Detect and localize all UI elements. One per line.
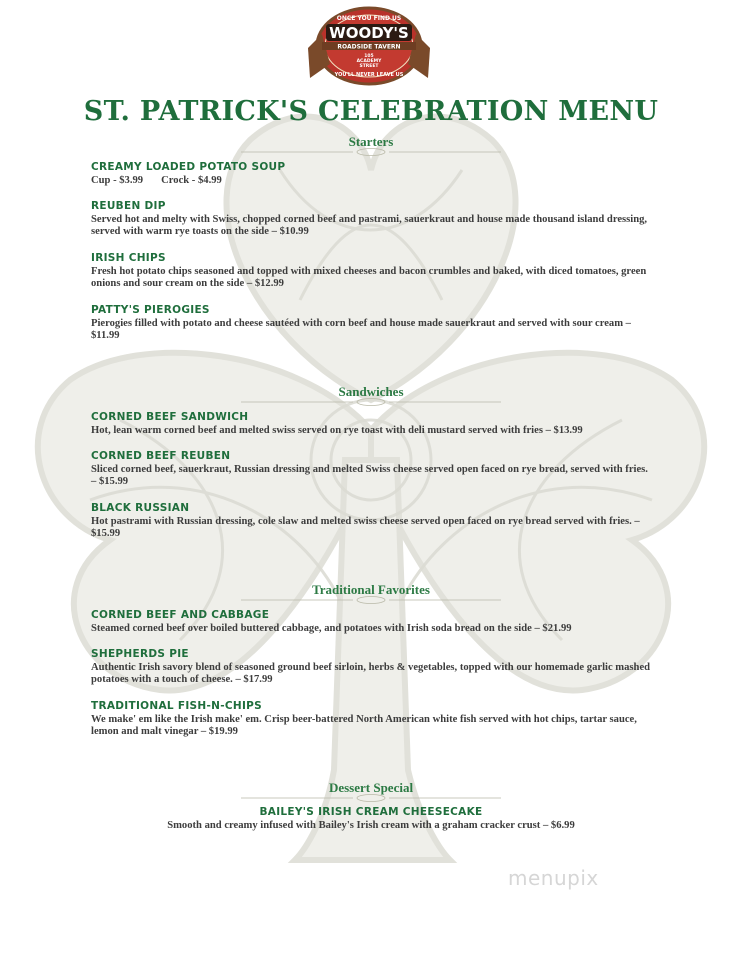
section-heading-dessert: Dessert Special xyxy=(328,780,414,795)
item-name: IRISH CHIPS xyxy=(91,252,166,264)
item-description: Fresh hot potato chips seasoned and topped with mixed cheeses and bacon crumbles and baked, with diced tomatoes, green onions and sour cream on the side – $12.99 xyxy=(91,266,647,289)
item-prices xyxy=(91,175,651,187)
item-name: REUBEN DIP xyxy=(91,200,166,212)
menu-item xyxy=(91,411,651,437)
item-name: PATTY'S PIEROGIES xyxy=(91,304,210,316)
menu-item xyxy=(91,502,651,540)
item-description: Sliced corned beef, sauerkraut, Russian dressing and melted Swiss cheese served open faced on rye bread, served with fries. – $15.99 xyxy=(91,464,648,487)
menu-item xyxy=(91,609,651,635)
menu-item xyxy=(91,200,651,238)
item-description: Hot pastrami with Russian dressing, cole slaw and melted swiss cheese served open faced on rye bread served with fries. – $15.99 xyxy=(91,516,640,539)
divider-ornament xyxy=(241,147,501,157)
woodys-logo xyxy=(300,4,438,88)
item-description: Smooth and creamy infused with Bailey's Irish cream with a graham cracker crust – $6.99 xyxy=(167,820,575,831)
logo-address-3: STREET xyxy=(359,64,379,69)
menu-item xyxy=(91,252,651,290)
item-name: TRADITIONAL FISH-N-CHIPS xyxy=(91,700,263,712)
item-name: CORNED BEEF AND CABBAGE xyxy=(91,609,270,621)
menu-item xyxy=(91,161,651,187)
logo-address-2: ACADEMY xyxy=(356,59,382,64)
item-description: Pierogies filled with potato and cheese sautéed with corn beef and house made sauerkraut and served with sour cream – $11.99 xyxy=(91,318,631,341)
section-heading-traditional: Traditional Favorites xyxy=(312,582,430,597)
logo-banner: ROADSIDE TAVERN xyxy=(337,43,401,51)
item-description: Steamed corned beef over boiled buttered cabbage, and potatoes with Irish soda bread on the side – $21.99 xyxy=(91,623,572,634)
section-heading-starters: Starters xyxy=(348,134,394,149)
logo-name: WOODY'S xyxy=(329,24,409,42)
crock-price: Crock - $4.99 xyxy=(161,175,222,186)
item-name: CORNED BEEF SANDWICH xyxy=(91,411,249,423)
menu-item xyxy=(91,304,651,342)
item-name: SHEPHERDS PIE xyxy=(91,648,189,660)
menu-item xyxy=(91,450,651,488)
item-description: Hot, lean warm corned beef and melted swiss served on rye toast with deli mustard served with fries – $13.99 xyxy=(91,425,583,436)
menu-item xyxy=(91,648,651,686)
item-description: Authentic Irish savory blend of seasoned ground beef sirloin, herbs & vegetables, topped with our homemade garlic mashed potatoes with a touch of cheese. – $17.99 xyxy=(91,662,651,685)
item-name: CORNED BEEF REUBEN xyxy=(91,450,231,462)
item-name: BAILEY'S IRISH CREAM CHEESECAKE xyxy=(259,806,483,818)
menu-item xyxy=(91,700,651,738)
logo-arc-top: ONCE YOU FIND US xyxy=(336,15,402,22)
item-description: We make' em like the Irish make' em. Crisp beer-battered North American white fish served with hot chips, tartar sauce, lemon and malt vinegar – $19.99 xyxy=(91,714,637,737)
cup-price: Cup - $3.99 xyxy=(91,175,144,186)
divider-ornament xyxy=(241,595,501,605)
item-name: CREAMY LOADED POTATO SOUP xyxy=(91,161,286,173)
logo-address-1: 105 xyxy=(364,54,374,59)
divider-ornament xyxy=(241,397,501,407)
logo-arc-bottom: YOU'LL NEVER LEAVE US xyxy=(334,72,404,78)
section-heading-sandwiches: Sandwiches xyxy=(338,384,404,399)
menu-item xyxy=(0,806,742,832)
item-name: BLACK RUSSIAN xyxy=(91,502,190,514)
page-title: ST. PATRICK'S CELEBRATION MENU xyxy=(83,96,659,127)
watermark: menupix xyxy=(508,866,599,890)
item-description: Served hot and melty with Swiss, chopped corned beef and pastrami, sauerkraut and house made thousand island dressing, served with warm rye toasts on the side – $10.99 xyxy=(91,214,648,237)
divider-ornament xyxy=(241,793,501,803)
